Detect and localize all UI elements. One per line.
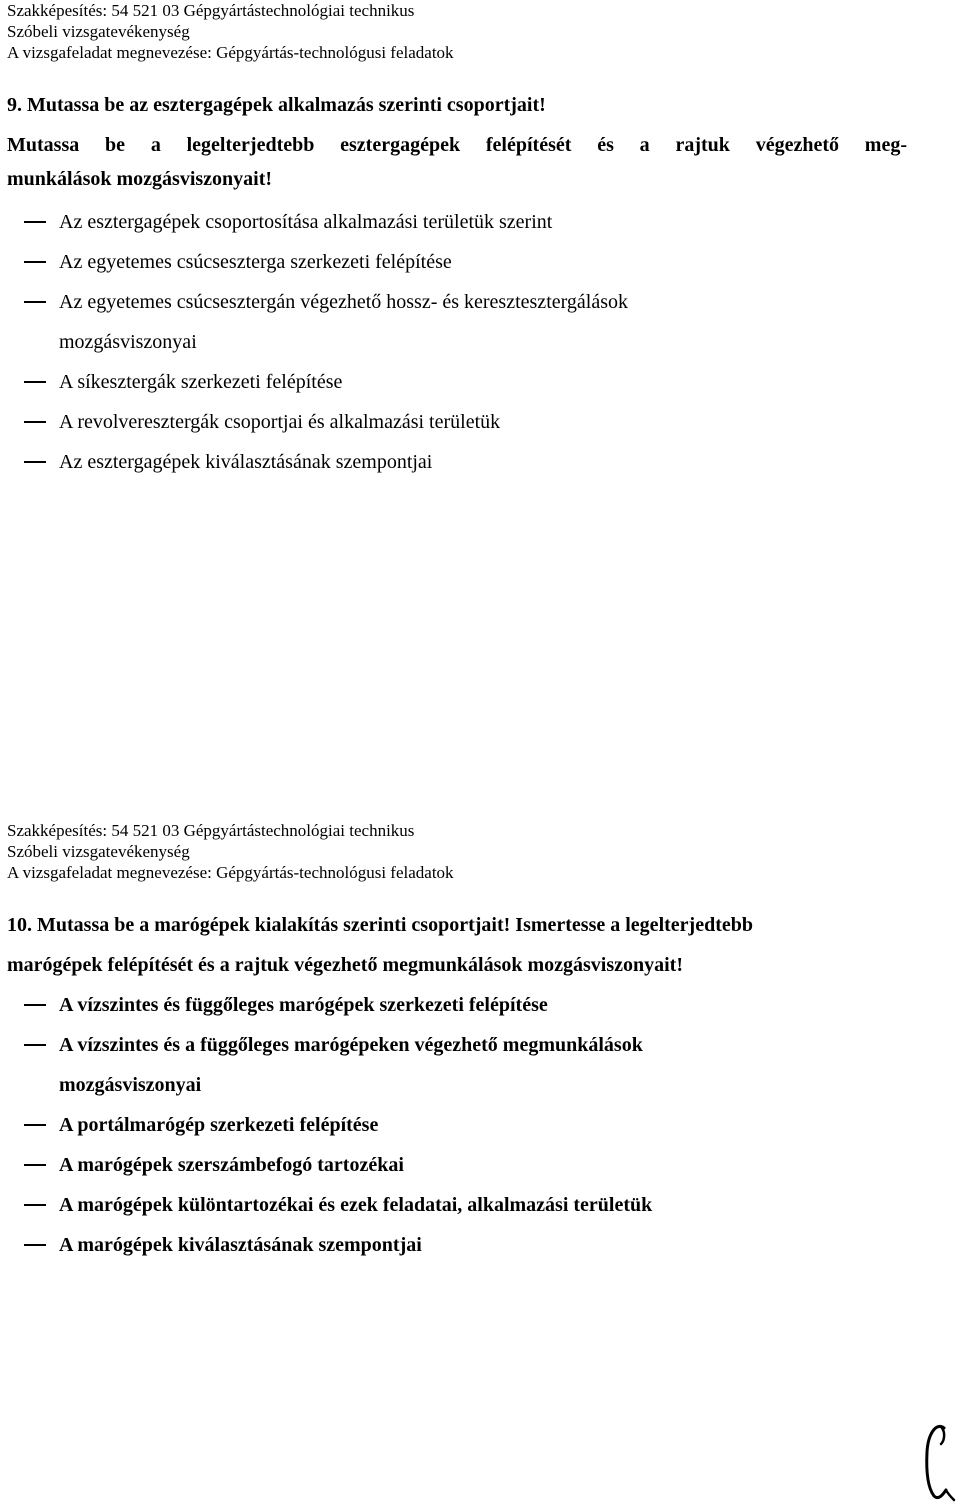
- dash-bullet: [24, 261, 46, 263]
- question-line: Mutassa be a legelterjedtebb esztergagépek felépítését és a rajtuk végezhető meg-: [7, 134, 907, 156]
- list-item: A marógépek különtartozékai és ezek feladatai, alkalmazási területük: [7, 1185, 907, 1225]
- dash-bullet: [24, 461, 46, 463]
- dash-bullet: [24, 1004, 46, 1006]
- list-item: A marógépek szerszámbefogó tartozékai: [7, 1145, 907, 1185]
- handwritten-signature-mark: [922, 1418, 956, 1502]
- dash-bullet: [24, 301, 46, 303]
- list-item: Az egyetemes csúcsesztergán végezhető hossz- és keresztesztergálások mozgásviszonyai: [7, 282, 907, 362]
- dash-bullet: [24, 421, 46, 423]
- header-qualification: Szakképesítés: 54 521 03 Gépgyártástechnológiai technikus: [7, 821, 415, 840]
- header-task-name: A vizsgafeladat megnevezése: Gépgyártás-technológusi feladatok: [7, 863, 454, 882]
- list-item: A portálmarógép szerkezeti felépítése: [7, 1105, 907, 1145]
- list-item-continuation: mozgásviszonyai: [59, 331, 197, 353]
- list-item: A vízszintes és a függőleges marógépeken végezhető megmunkálások mozgásviszonyai: [7, 1025, 907, 1105]
- list-item: A marógépek kiválasztásának szempontjai: [7, 1225, 907, 1265]
- topic-list: [7, 985, 907, 1265]
- list-item: A síkesztergák szerkezeti felépítése: [7, 362, 907, 402]
- header-activity: Szóbeli vizsgatevékenység: [7, 842, 190, 861]
- question-line: 10. Mutassa be a marógépek kialakítás szerinti csoportjait! Ismertesse a legelterjedtebb: [7, 914, 753, 936]
- header-activity: Szóbeli vizsgatevékenység: [7, 22, 190, 41]
- topic-list: [7, 202, 907, 482]
- dash-bullet: [24, 1164, 46, 1166]
- question-line: marógépek felépítését és a rajtuk végezhető megmunkálások mozgásviszonyait!: [7, 954, 684, 976]
- list-item: A revolveresztergák csoportjai és alkalmazási területük: [7, 402, 907, 442]
- question-line: 9. Mutassa be az esztergagépek alkalmazás szerinti csoportjait!: [7, 94, 546, 116]
- section-question-9: [7, 0, 907, 482]
- question-line: munkálások mozgásviszonyait!: [7, 168, 273, 190]
- dash-bullet: [24, 381, 46, 383]
- dash-bullet: [24, 1204, 46, 1206]
- list-item: Az egyetemes csúcseszterga szerkezeti felépítése: [7, 242, 907, 282]
- dash-bullet: [24, 1044, 46, 1046]
- header-qualification: Szakképesítés: 54 521 03 Gépgyártástechnológiai technikus: [7, 1, 415, 20]
- dash-bullet: [24, 221, 46, 223]
- header-task-name: A vizsgafeladat megnevezése: Gépgyártás-technológusi feladatok: [7, 43, 454, 62]
- section-question-10: [7, 820, 907, 1265]
- dash-bullet: [24, 1244, 46, 1246]
- list-item: Az esztergagépek csoportosítása alkalmazási területük szerint: [7, 202, 907, 242]
- list-item: A vízszintes és függőleges marógépek szerkezeti felépítése: [7, 985, 907, 1025]
- list-item: Az esztergagépek kiválasztásának szempontjai: [7, 442, 907, 482]
- dash-bullet: [24, 1124, 46, 1126]
- list-item-continuation: mozgásviszonyai: [59, 1074, 202, 1096]
